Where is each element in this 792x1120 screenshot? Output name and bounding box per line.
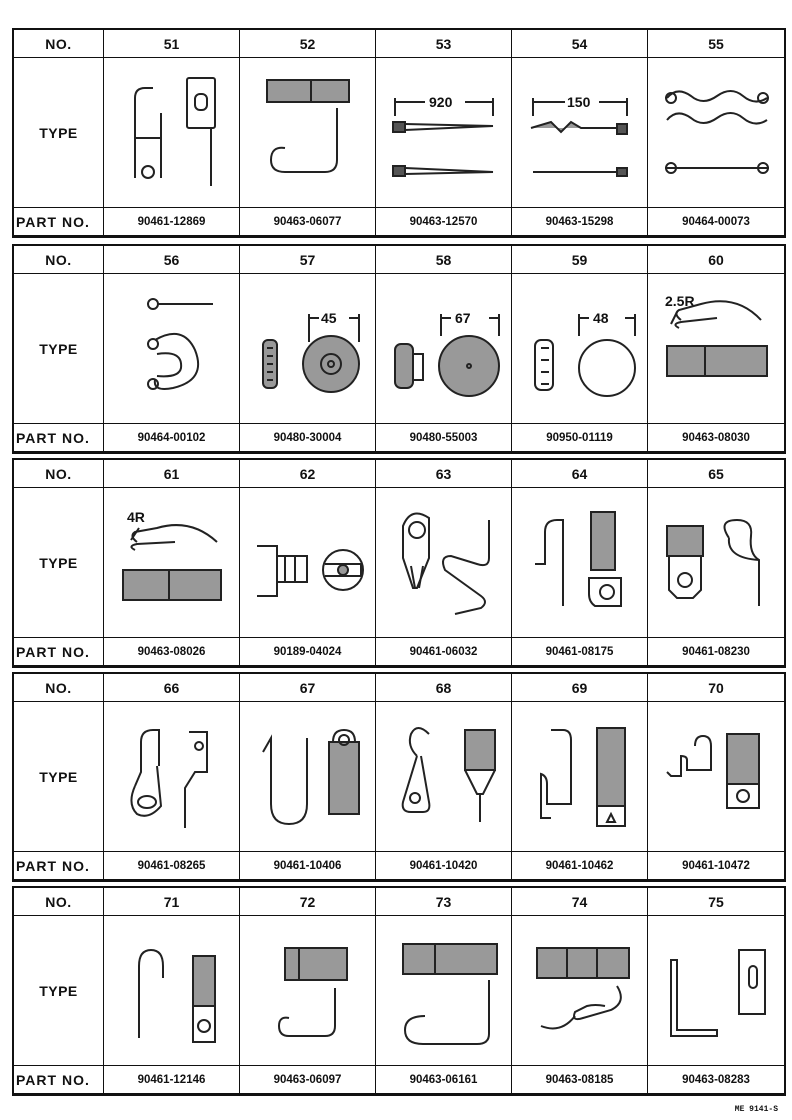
no-header: NO. [14, 460, 104, 488]
part-number: 90463-08030 [648, 424, 784, 452]
no-header: NO. [14, 246, 104, 274]
part-number: 90189-04024 [240, 638, 376, 666]
part-illustration [648, 916, 784, 1066]
bracket-clip-icon [113, 68, 231, 198]
eye-clip-icon [385, 712, 503, 842]
part-number: 90461-08175 [512, 638, 648, 666]
part-number: 90463-06097 [240, 1066, 376, 1094]
part-illustration [104, 58, 240, 208]
dimension-label: 45 [320, 309, 337, 326]
item-number: 62 [240, 460, 376, 488]
part-number: 90461-12869 [104, 208, 240, 236]
item-number: 74 [512, 888, 648, 916]
part-illustration [512, 702, 648, 852]
item-number: 65 [648, 460, 784, 488]
item-number: 70 [648, 674, 784, 702]
item-number: 66 [104, 674, 240, 702]
l-bracket-icon [657, 926, 775, 1056]
dimension-label: 67 [454, 309, 471, 326]
bracket-clip-icon [657, 712, 775, 842]
part-number: 90461-10420 [376, 852, 512, 880]
part-illustration [376, 702, 512, 852]
part-number: 90461-08230 [648, 638, 784, 666]
part-illustration [104, 488, 240, 638]
item-number: 55 [648, 30, 784, 58]
part-number: 90464-00102 [104, 424, 240, 452]
dimension-label: 2.5R [665, 292, 695, 309]
part-illustration [648, 702, 784, 852]
item-number: 68 [376, 674, 512, 702]
part-number: 90461-08265 [104, 852, 240, 880]
item-number: 53 [376, 30, 512, 58]
item-number: 51 [104, 30, 240, 58]
dimension-label: 150 [566, 93, 590, 110]
part-illustration [648, 274, 784, 424]
dimension-label: 48 [592, 309, 609, 326]
part-number: 90461-10462 [512, 852, 648, 880]
part-number: 90480-55003 [376, 424, 512, 452]
part-illustration [512, 58, 648, 208]
part-illustration [240, 702, 376, 852]
hook-clip-icon [113, 926, 231, 1056]
cable-tie-icon [385, 68, 503, 198]
part-number: 90463-06161 [376, 1066, 512, 1094]
item-number: 73 [376, 888, 512, 916]
document-code: ME 9141-S [734, 1105, 778, 1114]
item-number: 69 [512, 674, 648, 702]
parts-table-2 [12, 244, 786, 454]
part-number: 90463-08026 [104, 638, 240, 666]
plug-clip-icon [249, 498, 367, 628]
part-illustration [376, 916, 512, 1066]
part-number: 90461-10406 [240, 852, 376, 880]
eye-clip-icon [385, 498, 503, 628]
part-number: 90464-00073 [648, 208, 784, 236]
parts-table-4 [12, 672, 786, 882]
part-no-label: PART NO. [14, 638, 104, 666]
no-header: NO. [14, 888, 104, 916]
dimension-label: 4R [126, 508, 145, 525]
item-number: 57 [240, 246, 376, 274]
item-number: 52 [240, 30, 376, 58]
part-illustration [240, 58, 376, 208]
part-illustration [376, 488, 512, 638]
part-illustration [512, 488, 648, 638]
item-number: 75 [648, 888, 784, 916]
item-number: 63 [376, 460, 512, 488]
item-number: 60 [648, 246, 784, 274]
type-label: TYPE [14, 916, 104, 1066]
type-label: TYPE [14, 702, 104, 852]
hook-clamp-icon [249, 926, 367, 1056]
hook-clamp-icon [385, 926, 503, 1056]
part-no-label: PART NO. [14, 208, 104, 236]
hook-clamp-icon [113, 498, 231, 628]
dimension-label: 920 [428, 93, 452, 110]
part-illustration [104, 274, 240, 424]
cable-tie-anchor-icon [521, 68, 639, 198]
type-label: TYPE [14, 58, 104, 208]
part-number: 90950-01119 [512, 424, 648, 452]
item-number: 72 [240, 888, 376, 916]
part-number: 90461-10472 [648, 852, 784, 880]
grommet-icon [521, 284, 639, 414]
part-illustration [376, 58, 512, 208]
part-number: 90463-15298 [512, 208, 648, 236]
part-no-label: PART NO. [14, 1066, 104, 1094]
part-number: 90480-30004 [240, 424, 376, 452]
part-illustration [648, 488, 784, 638]
grommet-icon [385, 284, 503, 414]
parts-table-1 [12, 28, 786, 238]
part-illustration [240, 488, 376, 638]
part-number: 90461-12146 [104, 1066, 240, 1094]
part-illustration [512, 274, 648, 424]
part-illustration [648, 58, 784, 208]
grommet-icon [249, 284, 367, 414]
part-number: 90461-06032 [376, 638, 512, 666]
part-number: 90463-08185 [512, 1066, 648, 1094]
type-label: TYPE [14, 488, 104, 638]
bracket-clip-icon [521, 712, 639, 842]
part-number: 90463-12570 [376, 208, 512, 236]
hook-clamp-icon [521, 926, 639, 1056]
hook-clamp-icon [249, 68, 367, 198]
loop-clip-icon [657, 68, 775, 198]
item-number: 61 [104, 460, 240, 488]
bracket-clip-icon [521, 498, 639, 628]
part-illustration [240, 916, 376, 1066]
item-number: 64 [512, 460, 648, 488]
part-no-label: PART NO. [14, 424, 104, 452]
item-number: 56 [104, 246, 240, 274]
pin-clip-icon [113, 284, 231, 414]
part-no-label: PART NO. [14, 852, 104, 880]
item-number: 59 [512, 246, 648, 274]
item-number: 67 [240, 674, 376, 702]
part-number: 90463-08283 [648, 1066, 784, 1094]
part-illustration [512, 916, 648, 1066]
parts-table-5 [12, 886, 786, 1096]
part-number: 90463-06077 [240, 208, 376, 236]
no-header: NO. [14, 674, 104, 702]
u-clip-icon [249, 712, 367, 842]
part-illustration [240, 274, 376, 424]
part-illustration [104, 916, 240, 1066]
eye-clip-icon [657, 498, 775, 628]
no-header: NO. [14, 30, 104, 58]
item-number: 71 [104, 888, 240, 916]
item-number: 58 [376, 246, 512, 274]
bracket-clip-icon [113, 712, 231, 842]
type-label: TYPE [14, 274, 104, 424]
item-number: 54 [512, 30, 648, 58]
parts-table-3 [12, 458, 786, 668]
part-illustration [104, 702, 240, 852]
hook-clamp-icon [657, 284, 775, 414]
part-illustration [376, 274, 512, 424]
